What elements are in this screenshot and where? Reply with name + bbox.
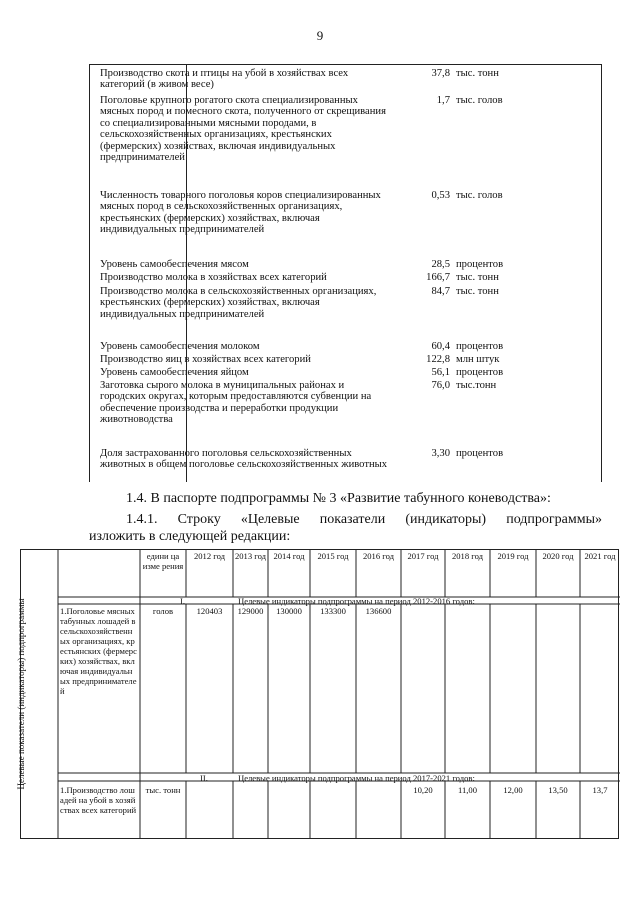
table-row-unit: тыс. тонн: [456, 286, 499, 297]
table-row-value: 76,0: [431, 380, 450, 391]
header-unit: едини ца изме рения: [142, 551, 184, 571]
table-row-indicator: Численность товарного поголовья коров специализированных мясных пород в сельскохозяйственных организациях, крестьянских (фермерских) хозяйствах, включая индивидуальных предпринимателей: [100, 190, 381, 236]
row-1-value: 133300: [320, 606, 346, 616]
header-year: 2015 год: [317, 551, 349, 561]
table-row-value: 122,8: [426, 354, 450, 365]
table-row-indicator: Производство яиц в хозяйствах всех категорий: [100, 354, 311, 365]
table-row-indicator: Доля застрахованного поголовья сельскохозяйственных животных в общем поголовье сельскохозяйственных животных: [100, 448, 388, 471]
row-1-value: 129000: [237, 606, 264, 616]
section-2-num: II.: [200, 773, 208, 783]
header-year: 2014 год: [273, 551, 305, 561]
table-row-indicator: Уровень самообеспечения мясом: [100, 259, 249, 270]
row-2-name: 1.Производство лошадей на убой в хозяйствах всех категорий: [60, 785, 137, 815]
row-1-value: 120403: [196, 606, 223, 616]
table-row-value: 56,1: [431, 367, 450, 378]
row-2-value: 13,50: [548, 785, 568, 795]
table-row-value: 60,4: [431, 341, 450, 352]
header-year: 2021 год: [584, 551, 616, 561]
side-label: Целевые показатели (индикаторы) подпрограммы: [16, 598, 26, 790]
row-2-unit: тыс. тонн: [145, 785, 181, 795]
table-row-unit: млн штук: [456, 354, 500, 365]
section-2-title: Целевые индикаторы подпрограммы на период 2017-2021 годов:: [238, 773, 475, 783]
header-year: 2019 год: [497, 551, 529, 561]
table-row-indicator: Уровень самообеспечения молоком: [100, 341, 260, 352]
table-row-unit: процентов: [456, 341, 504, 352]
section-1-title: Целевые индикаторы подпрограммы на период 2012-2016 годов:: [238, 596, 475, 606]
header-year: 2013 год: [234, 551, 267, 561]
header-year: 2017 год: [407, 551, 439, 561]
table-row-unit: процентов: [456, 367, 504, 378]
table-row-indicator: Поголовье крупного рогатого скота специализированных мясных пород и помесного скота, полученного от скрещивания со специализированными мясными породами, в сельскохозяйственных организациях, крестьянских (фермерских) хозяйствах, включая индивидуальных предпринимателей: [100, 95, 386, 164]
table-row-unit: процентов: [456, 448, 504, 459]
paragraph-1-4-1-cont: изложить в следующей редакции:: [89, 529, 291, 544]
table-row-unit: тыс.тонн: [456, 380, 497, 391]
indicators-table-bottom: [16, 549, 620, 839]
header-year: 2020 год: [542, 551, 574, 561]
table-row-unit: тыс. тонн: [456, 68, 499, 79]
table-row-indicator: Заготовка сырого молока в муниципальных районах и городских округах, которым предоставляются субвенции на обеспечение производства и переработки продукции животноводства: [100, 380, 372, 426]
table-row-value: 84,7: [431, 286, 450, 297]
table-row-indicator: Производство скота и птицы на убой в хозяйствах всех категорий (в живом весе): [100, 68, 349, 91]
header-year: 2016 год: [362, 551, 395, 561]
row-2-value: 13,7: [592, 785, 608, 795]
table-row-unit: процентов: [456, 259, 504, 270]
paragraph-1-4: 1.4. В паспорте подпрограммы № 3 «Развитие табунного коневодства»:: [126, 491, 551, 506]
table-row-value: 166,7: [426, 272, 450, 283]
header-year: 2018 год: [451, 551, 484, 561]
paragraph-1-4-1: 1.4.1. Строку «Целевые показатели (индикаторы) подпрограммы»: [126, 512, 602, 527]
page-number: 9: [316, 28, 324, 43]
table-row-value: 3,30: [431, 448, 450, 459]
row-2-value: 10,20: [413, 785, 433, 795]
header-year: 2012 год: [193, 551, 226, 561]
table-row-value: 28,5: [431, 259, 450, 270]
table-row-unit: тыс. голов: [456, 190, 503, 201]
table-row-value: 1,7: [436, 95, 450, 106]
row-1-value: 130000: [276, 606, 302, 616]
row-2-value: 12,00: [503, 785, 523, 795]
row-2-value: 11,00: [457, 785, 478, 795]
table-row-value: 37,8: [431, 68, 450, 79]
table-row-indicator: Производство молока в сельскохозяйственных организациях, крестьянских (фермерских) хозяйствах, включая индивидуальных предпринимателей: [100, 286, 377, 320]
table-row-value: 0,53: [431, 190, 450, 201]
row-1-name: 1.Поголовье мясных табунных лошадей в сельскохозяйственных организациях, крестьянских (фермерских) хозяйствах, включая индивидуальных предпринимателей: [60, 606, 137, 696]
section-1-num: I.: [180, 596, 186, 606]
table-row-indicator: Уровень самообеспечения яйцом: [100, 367, 249, 378]
table-row-indicator: Производство молока в хозяйствах всех категорий: [100, 272, 327, 283]
row-1-unit: голов: [152, 606, 174, 616]
table-row-unit: тыс. тонн: [456, 272, 499, 283]
row-1-value: 136600: [365, 606, 392, 616]
table-row-unit: тыс. голов: [456, 95, 503, 106]
